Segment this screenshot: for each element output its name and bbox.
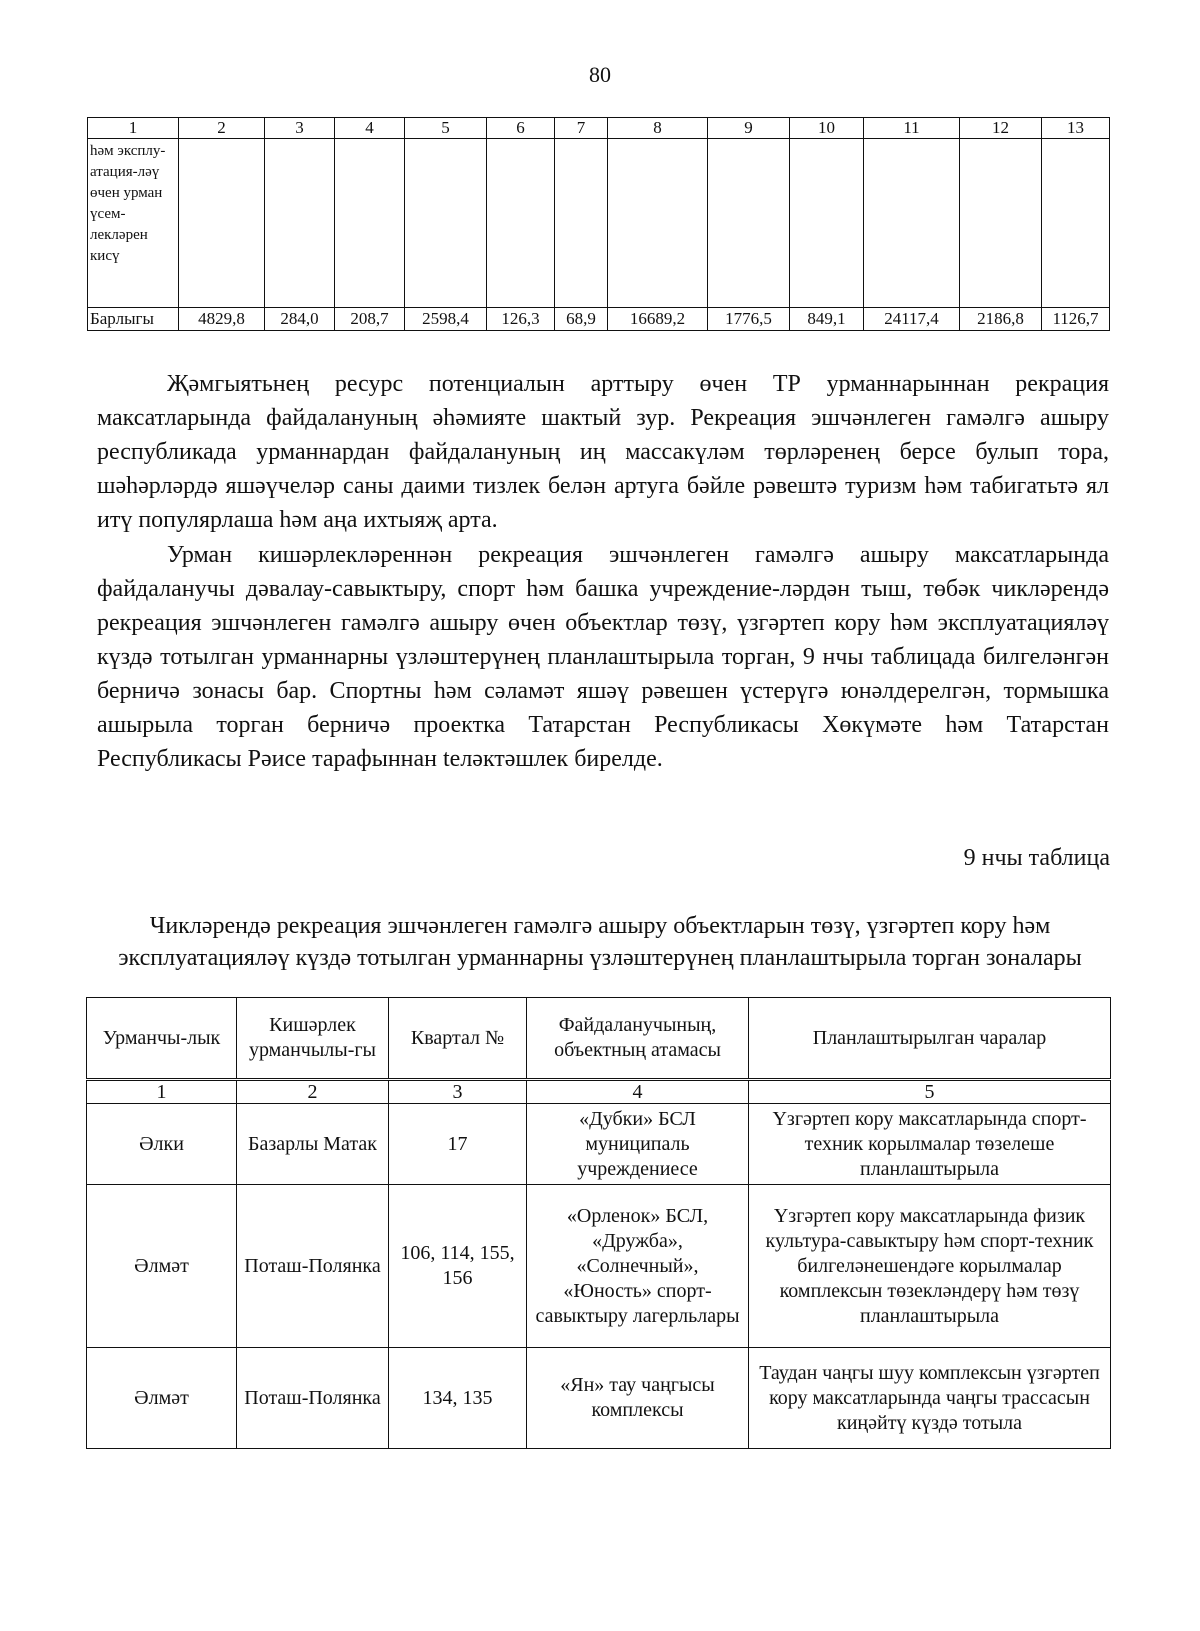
total-value: 68,9 [555, 308, 608, 331]
cell: Әлмәт [87, 1185, 237, 1348]
total-value: 849,1 [790, 308, 864, 331]
column-header: Квартал № [389, 998, 527, 1080]
col-num: 13 [1042, 118, 1110, 139]
total-value: 284,0 [265, 308, 335, 331]
cell: Үзгәртеп кору максатларында физик культура-савыктыру һәм спорт-техник билгеләнешендәге корылмалар комплексын төзекләндерү һәм төзү планлаштырыла [749, 1185, 1111, 1348]
col-num: 1 [88, 118, 179, 139]
total-value: 1126,7 [1042, 308, 1110, 331]
total-value: 16689,2 [608, 308, 708, 331]
cell: 106, 114, 155, 156 [389, 1185, 527, 1348]
total-value: 24117,4 [864, 308, 960, 331]
cell: Поташ-Полянка [237, 1185, 389, 1348]
table-row [87, 1185, 1111, 1348]
col-num: 4 [335, 118, 405, 139]
col-num: 4 [527, 1080, 749, 1104]
column-number-row [87, 1080, 1111, 1104]
col-num: 6 [487, 118, 555, 139]
column-header: Урманчы-лык [87, 998, 237, 1080]
table-row [87, 1104, 1111, 1185]
header-row [87, 998, 1111, 1080]
table-number: 9 нчы таблица [963, 845, 1110, 871]
col-num: 8 [608, 118, 708, 139]
total-value: 126,3 [487, 308, 555, 331]
total-value: 2598,4 [405, 308, 487, 331]
column-header: Кишәрлек урманчылы-гы [237, 998, 389, 1080]
column-number-row [88, 118, 1110, 139]
cell: Базарлы Матак [237, 1104, 389, 1185]
row-label: һәм эксплу-атация-ләү өчен урман үсем-лекләрен кисү [88, 139, 179, 308]
col-num: 12 [960, 118, 1042, 139]
col-num: 3 [265, 118, 335, 139]
total-value: 208,7 [335, 308, 405, 331]
cell: Үзгәртеп кору максатларында спорт- техник корылмалар төзелеше планлаштырыла [749, 1104, 1111, 1185]
col-num: 7 [555, 118, 608, 139]
total-value: 2186,8 [960, 308, 1042, 331]
cell: «Орленок» БСЛ, «Дружба», «Солнечный», «Юность» спорт-савыктыру лагерльлары [527, 1185, 749, 1348]
col-num: 1 [87, 1080, 237, 1104]
total-label: Барлыгы [88, 308, 179, 331]
cell: 134, 135 [389, 1348, 527, 1449]
col-num: 5 [749, 1080, 1111, 1104]
col-num: 2 [179, 118, 265, 139]
col-num: 3 [389, 1080, 527, 1104]
zones-table [86, 997, 1111, 1449]
col-num: 9 [708, 118, 790, 139]
cell: «Ян» тау чаңгысы комплексы [527, 1348, 749, 1449]
table-row [87, 1348, 1111, 1449]
column-header: Файдаланучының, объектның атамасы [527, 998, 749, 1080]
table-title: Чикләрендә рекреация эшчәнлеген гамәлгә ашыру объектларын төзү, үзгәртеп кору һәм эксплуатацияләү күздә тотылган урманнарны үзләштерүнең планлаштырыла торган зоналары [118, 913, 1082, 971]
total-value: 4829,8 [179, 308, 265, 331]
col-num: 5 [405, 118, 487, 139]
cell: «Дубки» БСЛ муниципаль учреждениесе [527, 1104, 749, 1185]
column-header: Планлаштырылган чаралар [749, 998, 1111, 1080]
col-num: 11 [864, 118, 960, 139]
paragraph: Җәмгыятьнең ресурс потенциалын арттыру өчен ТР урманнарыннан рекрация максатларында файдалануның әһәмияте шактый зур. Рекреация эшчәнлеген гамәлгә ашыру республикада урманнардан файдалануның иң массакүләм төрләренең берсе булып тора, шәһәрләрдә яшәүчеләр саны даими тизлек белән артуга бәйле рәвештә туризм һәм табигатьтә ял итү популярлаша һәм аңа ихтыяҗ арта. [97, 371, 1109, 533]
continuation-table [87, 117, 1110, 331]
cell: Әлки [87, 1104, 237, 1185]
body-text [97, 367, 1109, 537]
page-number: 80 [589, 62, 611, 87]
col-num: 2 [237, 1080, 389, 1104]
cell: Поташ-Полянка [237, 1348, 389, 1449]
cell: 17 [389, 1104, 527, 1185]
paragraph: Урман кишәрлекләреннән рекреация эшчәнлеген гамәлгә ашыру максатларында файдаланучы дәвалау-савыктыру, спорт һәм башка учреждение-ләрдән тыш, төбәк чикләрендә рекреация эшчәнлеген гамәлгә ашыру өчен объектлар төзү, үзгәртеп кору һәм эксплуатацияләү күздә тотылган урманнарны үзләштерүнең планлаштырыла торган, 9 нчы таблицада билгеләнгән берничә зонасы бар. Спортны һәм сәламәт яшәү рәвешен үстерүгә юнәлдерелгән, тормышка ашырыла торган берничә проектка Татарстан Республикасы Хөкүмәте һәм Татарстан Республикасы Рәисе тарафыннан teләктәшлек бирелде. [97, 542, 1109, 772]
total-value: 1776,5 [708, 308, 790, 331]
table-row [88, 139, 1110, 308]
total-row [88, 308, 1110, 331]
body-text [97, 538, 1109, 776]
col-num: 10 [790, 118, 864, 139]
cell: Таудан чаңгы шуу комплексын үзгәртеп кору максатларында чаңгы трассасын киңәйтү күздә тотыла [749, 1348, 1111, 1449]
cell: Әлмәт [87, 1348, 237, 1449]
